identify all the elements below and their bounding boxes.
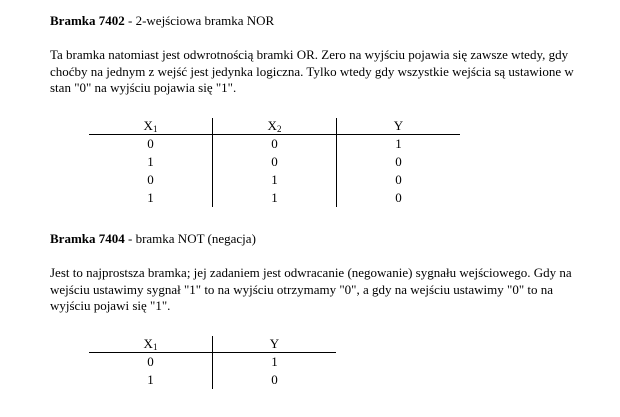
section1-title-rest: - 2-wejściowa bramka NOR — [124, 13, 275, 28]
header-y: Y — [337, 118, 461, 135]
header-x2: $X_2$ — [213, 118, 337, 135]
table-row: 1 0 — [89, 371, 336, 389]
table-row: 1 1 0 — [89, 189, 460, 207]
table-row: 0 0 1 — [89, 135, 460, 154]
section2-paragraph: Jest to najprostsza bramka; jej zadaniem jest odwracanie (negowanie) sygnału wejściowego. Gdy na wejściu ustawimy sygnał "1" to na wyjściu otrzymamy "0", a gdy na wejściu ustawimy "0" to na wyjściu pojawi się "1". — [50, 265, 572, 313]
section1-title-bold: Bramka 7402 — [50, 13, 125, 28]
section1-heading — [50, 13, 595, 29]
section1-paragraph: Ta bramka natomiast jest odwrotnością bramki OR. Zero na wyjściu pojawia się zawsze wtedy, gdy choćby na jednym z wejść jest jedynka logiczna. Tylko wtedy gdy wszystkie wejścia są ustawione w stan "0" na wyjściu pojawia się "1". — [50, 47, 574, 95]
table-row: 0 1 — [89, 353, 336, 372]
header-y: Y — [213, 336, 337, 353]
table-row: 1 0 0 — [89, 153, 460, 171]
not-truth-table — [89, 336, 336, 389]
section2-title-bold: Bramka 7404 — [50, 231, 125, 246]
section2-heading — [50, 231, 595, 247]
nor-truth-table — [89, 118, 460, 207]
section2-title-rest: - bramka NOT (negacja) — [124, 231, 256, 246]
header-x1: $X_1$ — [89, 336, 213, 353]
header-x1: $X_1$ — [89, 118, 213, 135]
table-row: 0 1 0 — [89, 171, 460, 189]
